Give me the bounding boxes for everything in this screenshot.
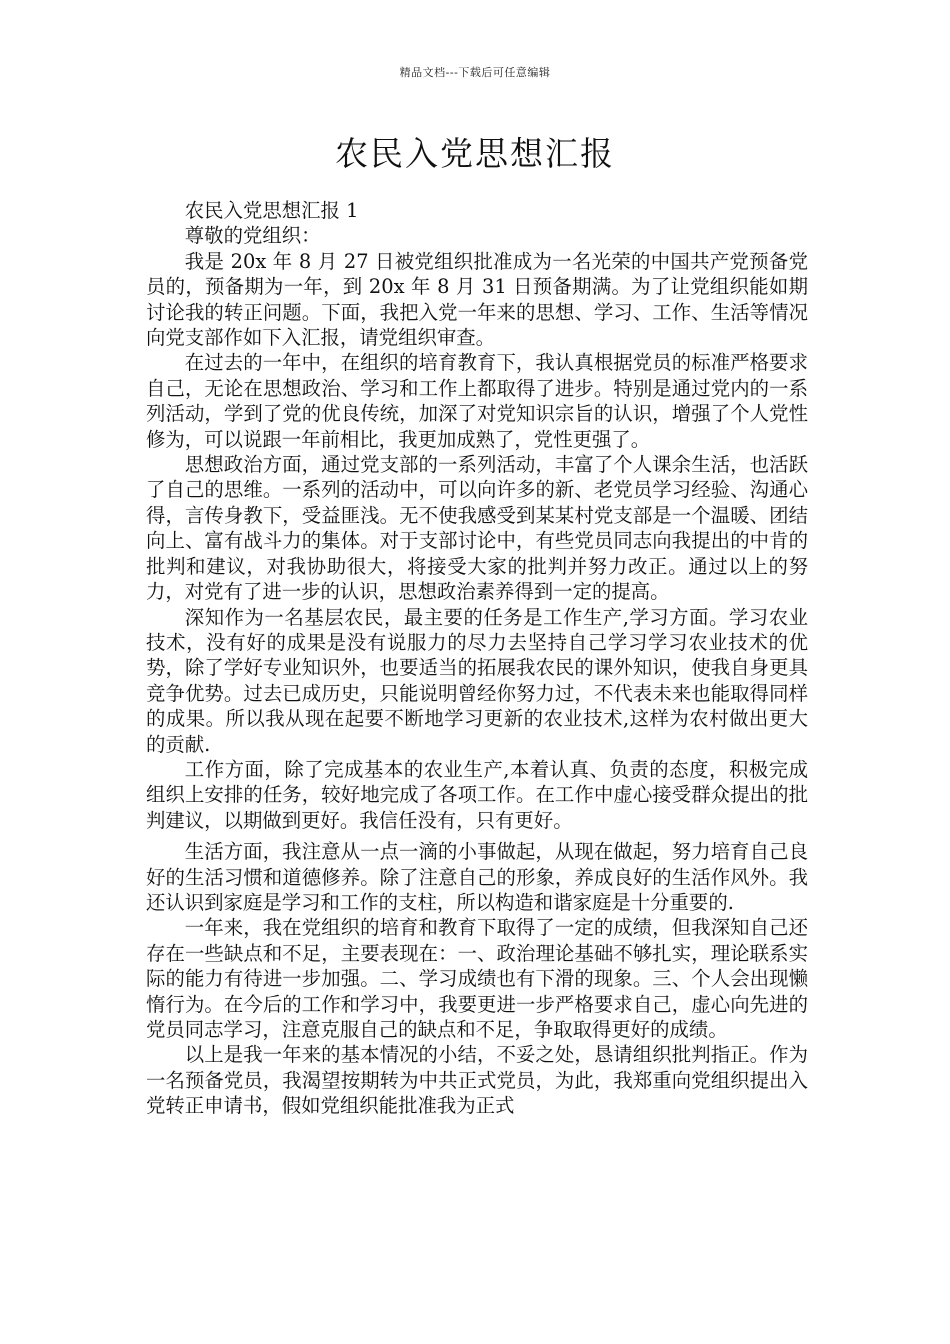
paragraph: 生活方面，我注意从一点一滴的小事做起，从现在做起，努力培育自己良好的生活习惯和道德修养。除了注意自己的形象，养成良好的生活作风外。我还认识到家庭是学习和工作的支柱，所以构造和谐家庭是十分重要的. bbox=[146, 840, 808, 914]
paragraph: 深知作为一名基层农民，最主要的任务是工作生产,学习方面。学习农业技术，没有好的成果是没有说服力的尽力去坚持自己学习学习农业技术的优势，除了学好专业知识外，也要适当的拓展我农民的课外知识，使我自身更具竞争优势。过去已成历史，只能说明曾经你努力过，不代表未来也能取得同样的成果。所以我从现在起要不断地学习更新的农业技术,这样为农村做出更大的贡献. bbox=[146, 605, 808, 756]
paragraph-heading: 农民入党思想汇报 1 bbox=[184, 199, 359, 222]
paragraph: 在过去的一年中，在组织的培育教育下，我认真根据党员的标准严格要求自己，无论在思想政治、学习和工作上都取得了进步。特别是通过党内的一系列活动，学到了党的优良传统，加深了对党知识宗旨的认识，增强了个人党性修为，可以说跟一年前相比，我更加成熟了，党性更强了。 bbox=[146, 351, 808, 451]
paragraph: 我是 20x 年 8 月 27 日被党组织批准成为一名光荣的中国共产党预备党员的，预备期为一年，到 20x 年 8 月 31 日预备期满。为了让党组织能如期讨论我的转正问题。下面，我把入党一年来的思想、学习、工作、生活等情况向党支部作如下入汇报，请党组织审查。 bbox=[146, 249, 808, 350]
paragraph: 以上是我一年来的基本情况的小结，不妥之处，恳请组织批判指正。作为一名预备党员，我渴望按期转为中共正式党员，为此，我郑重向党组织提出入党转正申请书，假如党组织能批准我为正式 bbox=[146, 1043, 808, 1118]
document-body bbox=[146, 198, 808, 1119]
header-note: 精品文档---下载后可任意编辑 bbox=[399, 66, 551, 79]
paragraph: 一年来，我在党组织的培育和教育下取得了一定的成绩，但我深知自己还存在一些缺点和不足，主要表现在：一、政治理论基础不够扎实，理论联系实际的能力有待进一步加强。二、学习成绩也有下滑的现象。三、个人会出现懒惰行为。在今后的工作和学习中，我要更进一步严格要求自己，虚心向先进的党员同志学习，注意克服自己的缺点和不足，争取取得更好的成绩。 bbox=[146, 916, 808, 1041]
paragraph: 工作方面，除了完成基本的农业生产,本着认真、负责的态度，积极完成组织上安排的任务，较好地完成了各项工作。在工作中虚心接受群众提出的批判建议，以期做到更好。我信任没有，只有更好。 bbox=[146, 757, 808, 832]
paragraph: 思想政治方面，通过党支部的一系列活动，丰富了个人课余生活，也活跃了自己的思维。一系列的活动中，可以向许多的新、老党员学习经验、沟通心得，言传身教下，受益匪浅。无不使我感受到某某村党支部是一个温暖、团结向上、富有战斗力的集体。对于支部讨论中，有些党员同志向我提出的中肯的批判和建议，对我协助很大，将接受大家的批判并努力改正。通过以上的努力，对党有了进一步的认识，思想政治素养得到一定的提高。 bbox=[146, 453, 808, 604]
paragraph-salutation: 尊敬的党组织： bbox=[184, 224, 321, 248]
document-title: 农民入党思想汇报 bbox=[335, 134, 615, 173]
